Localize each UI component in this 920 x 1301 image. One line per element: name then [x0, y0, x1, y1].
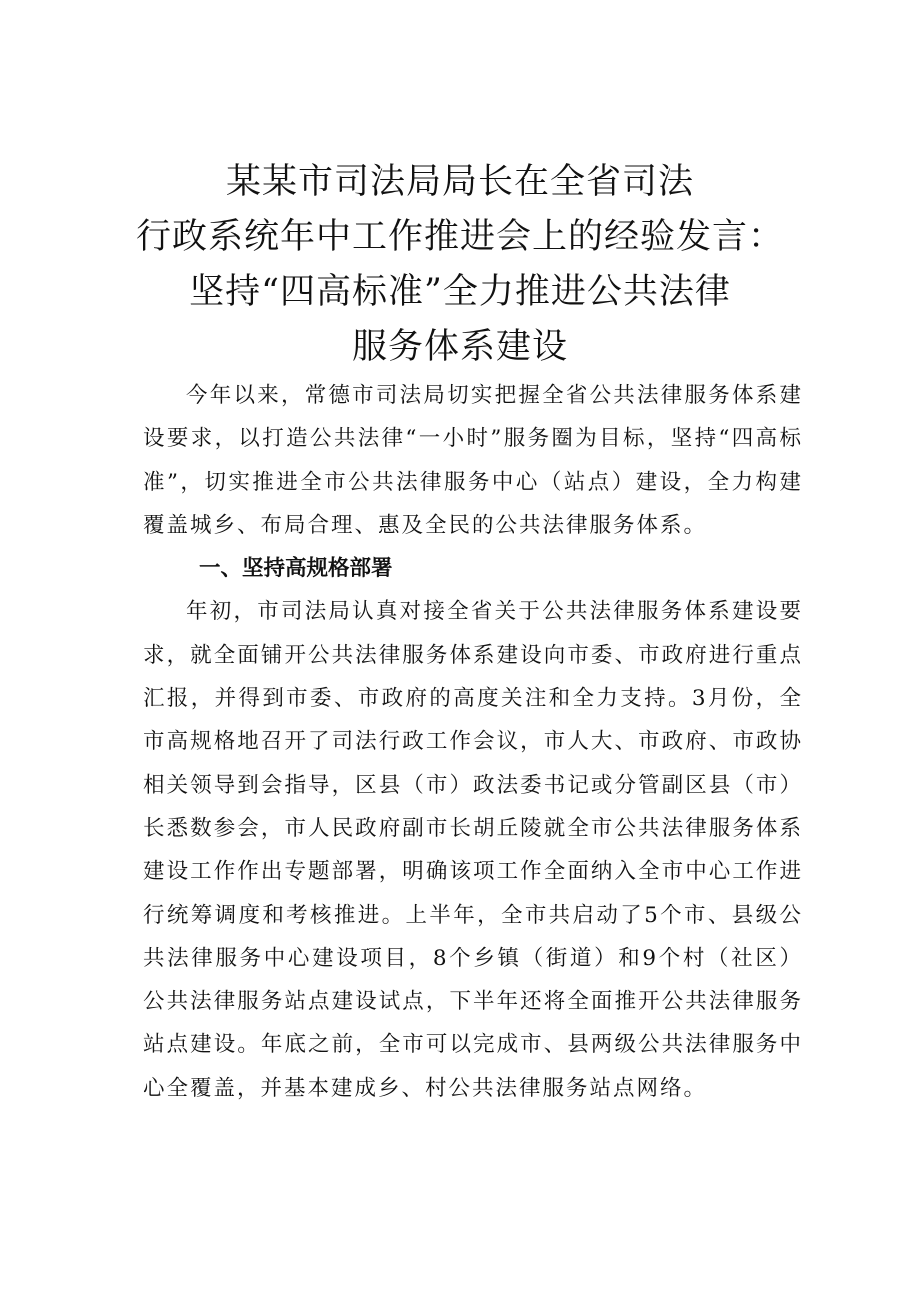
title-line-2: 行政系统年中工作推进会上的经验发言：: [135, 217, 784, 257]
document-title: [100, 155, 820, 375]
section-paragraph: 年初，市司法局认真对接全省关于公共法律服务体系建设要求，就全面铺开公共法律服务体系建设向市委、市政府进行重点汇报，并得到市委、市政府的高度关注和全力支持。3月份，全市高规格地召开了司法行政工作会议，市人大、市政府、市政协相关领导到会指导，区县（市）政法委书记或分管副区县（市）长悉数参会，市人民政府副市长胡丘陵就全市公共法律服务体系建设工作作出专题部署，明确该项工作全面纳入全市中心工作进行统筹调度和考核推进。上半年，全市共启动了5个市、县级公共法律服务中心建设项目，8个乡镇（街道）和9个村（社区）公共法律服务站点建设试点，下半年还将全面推开公共法律服务站点建设。年底之前，全市可以完成市、县两级公共法律服务中心全覆盖，并基本建成乡、村公共法律服务站点网络。: [143, 599, 803, 1101]
document-body: [143, 374, 803, 1110]
title-line-1: 某某市司法局局长在全省司法: [225, 162, 694, 202]
intro-paragraph: 今年以来，常德市司法局切实把握全省公共法律服务体系建设要求，以打造公共法律“一小时”服务圈为目标，坚持“四高标准”，切实推进全市公共法律服务中心（站点）建设，全力构建覆盖城乡、布局合理、惠及全民的公共法律服务体系。: [143, 383, 803, 538]
title-line-4: 服务体系建设: [351, 327, 568, 367]
title-line-3: 坚持“四高标准”全力推进公共法律: [189, 272, 731, 312]
section-heading: 一、坚持高规格部署: [199, 556, 393, 582]
